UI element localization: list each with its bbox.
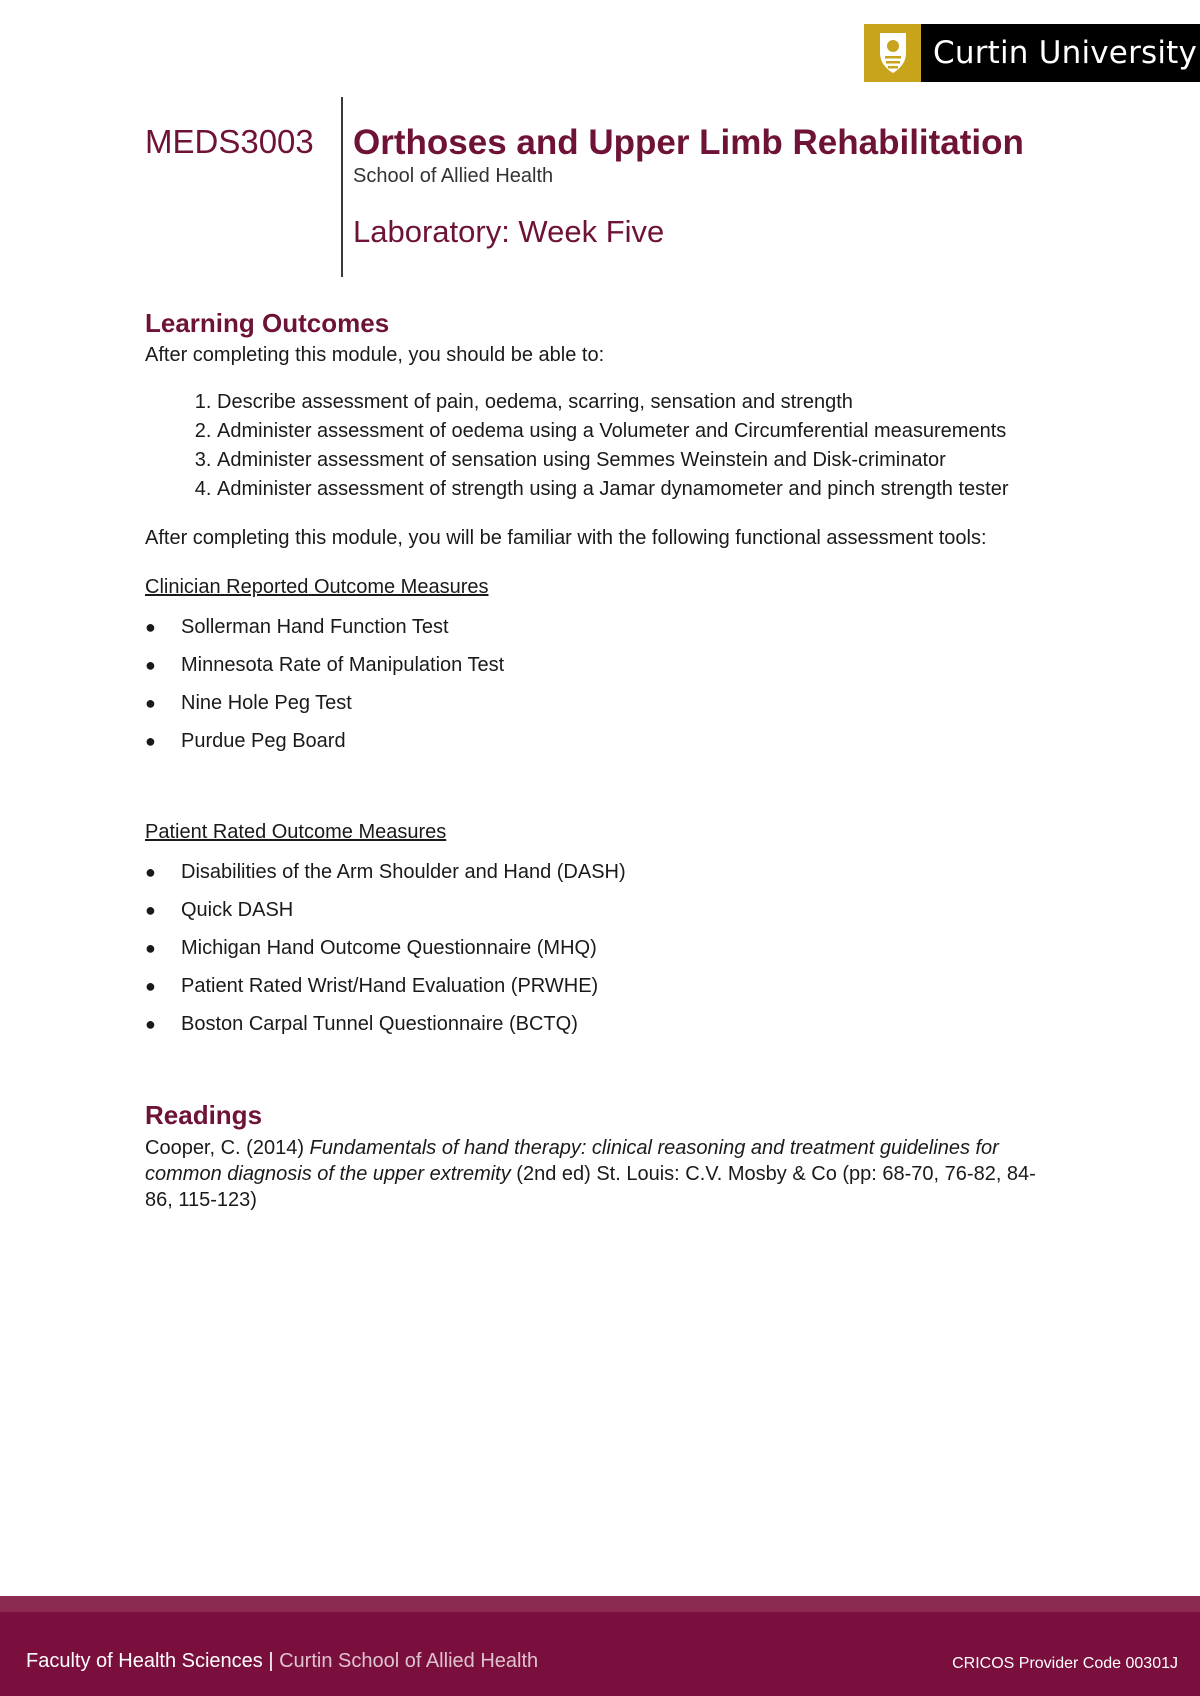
bullet-icon: ● [145,938,156,958]
patient-measures-list [145,853,1045,1043]
curtin-logo [864,24,1200,82]
learning-outcomes-list [145,388,1045,504]
bullet-icon: ● [145,617,156,637]
list-item: 4. Administer assessment of strength using a Jamar dynamometer and pinch strength tester [217,475,1045,504]
list-item: 2. Administer assessment of oedema using a Volumeter and Circumferential measurements [217,417,1045,446]
reading-reference: Cooper, C. (2014) Fundamentals of hand therapy: clinical reasoning and treatment guidelines for common diagnosis of the upper extremity (2nd ed) St. Louis: C.V. Mosby & Co (pp: 68-70, 76-82, 84-86, 115-123) [145,1137,1036,1211]
header-divider [341,97,343,277]
course-code: MEDS3003 [145,123,314,160]
bullet-icon: ● [145,976,156,996]
list-item: ● Quick DASH [145,891,1045,929]
familiar-intro: After completing this module, you will be familiar with the following functional assessment tools: [145,527,987,549]
footer-cricos: CRICOS Provider Code 00301J [952,1655,1178,1672]
list-item: 3. Administer assessment of sensation using Semmes Weinstein and Disk-criminator [217,446,1045,475]
course-title: Orthoses and Upper Limb Rehabilitation [353,123,1024,162]
footer-band [0,1596,1200,1612]
learning-outcomes-intro: After completing this module, you should be able to: [145,344,605,366]
list-item: ● Disabilities of the Arm Shoulder and Hand (DASH) [145,853,1045,891]
logo-wordmark: Curtin University [921,24,1200,82]
clinician-measures-heading: Clinician Reported Outcome Measures [145,576,489,598]
list-item: ● Minnesota Rate of Manipulation Test [145,646,1045,684]
list-item: ● Michigan Hand Outcome Questionnaire (MHQ) [145,929,1045,967]
bullet-icon: ● [145,693,156,713]
bullet-icon: ● [145,731,156,751]
lab-title: Laboratory: Week Five [353,214,665,249]
bullet-icon: ● [145,900,156,920]
reading-title: Fundamentals of hand therapy: clinical reasoning and treatment guidelines for common diagnosis of the upper extremity [145,1137,999,1185]
school-name: School of Allied Health [353,165,554,187]
bullet-icon: ● [145,1014,156,1034]
list-item: 1. Describe assessment of pain, oedema, scarring, sensation and strength [217,388,1045,417]
list-item: ● Boston Carpal Tunnel Questionnaire (BCTQ) [145,1005,1045,1043]
footer-faculty: Faculty of Health Sciences | Curtin School of Allied Health [26,1650,539,1672]
document-body [145,305,1045,1213]
bullet-icon: ● [145,655,156,675]
clinician-measures-list [145,608,1045,760]
learning-outcomes-heading: Learning Outcomes [145,308,390,338]
bullet-icon: ● [145,862,156,882]
list-item: ● Patient Rated Wrist/Hand Evaluation (PRWHE) [145,967,1045,1005]
curtin-crest-icon [864,24,921,82]
list-item: ● Sollerman Hand Function Test [145,608,1045,646]
readings-heading: Readings [145,1100,263,1130]
list-item: ● Nine Hole Peg Test [145,684,1045,722]
list-item: ● Purdue Peg Board [145,722,1045,760]
patient-measures-heading: Patient Rated Outcome Measures [145,821,447,843]
